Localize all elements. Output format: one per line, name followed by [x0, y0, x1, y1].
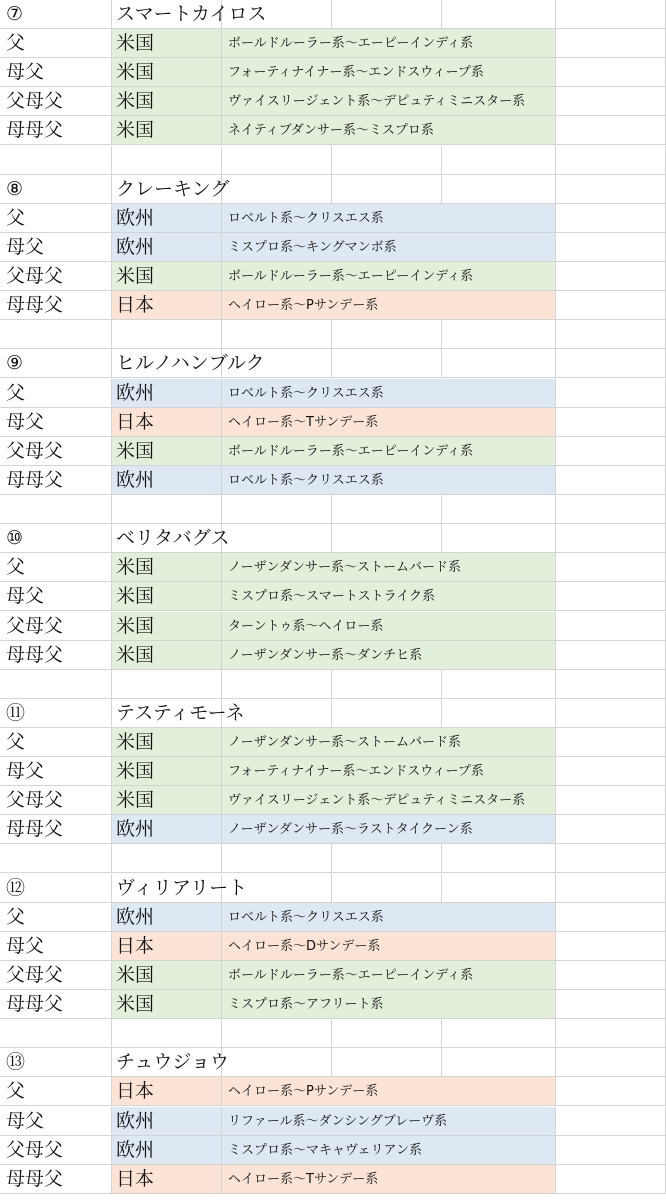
empty-cell[interactable] [556, 437, 666, 466]
pedigree-row [0, 233, 666, 262]
empty-cell[interactable] [332, 495, 442, 524]
empty-cell[interactable] [222, 699, 332, 728]
region-cell[interactable]: 米国 [112, 757, 222, 786]
empty-cell[interactable] [556, 233, 666, 262]
lineage-cell[interactable]: フォーティナイナー系～エンドスウィープ系 [222, 757, 556, 786]
ancestor-label-cell[interactable]: 父 [0, 1077, 112, 1106]
empty-cell[interactable] [556, 1077, 666, 1106]
empty-cell[interactable] [556, 1048, 666, 1077]
horse-header-row [0, 1048, 666, 1077]
lineage-cell[interactable]: ヘイロー系～Tサンデー系 [222, 1165, 556, 1194]
pedigree-row [0, 204, 666, 233]
region-cell[interactable]: 米国 [112, 786, 222, 815]
pedigree-row [0, 961, 666, 990]
empty-cell[interactable] [556, 262, 666, 291]
lineage-cell[interactable]: ノーザンダンサー系～ラストタイクーン系 [222, 815, 556, 844]
empty-cell[interactable] [332, 1019, 442, 1048]
pedigree-row [0, 58, 666, 87]
region-cell[interactable]: 米国 [112, 437, 222, 466]
empty-cell[interactable] [556, 175, 666, 204]
empty-cell[interactable] [442, 495, 556, 524]
lineage-cell[interactable]: リファール系～ダンシングブレーヴ系 [222, 1107, 556, 1136]
empty-cell[interactable] [442, 844, 556, 873]
ancestor-label-cell[interactable]: 父母父 [0, 612, 112, 641]
lineage-cell[interactable]: ヘイロー系～Dサンデー系 [222, 932, 556, 961]
empty-cell[interactable] [556, 58, 666, 87]
region-cell[interactable]: 欧州 [112, 1136, 222, 1165]
region-cell[interactable]: 米国 [112, 990, 222, 1019]
ancestor-label-cell[interactable]: 父母父 [0, 961, 112, 990]
region-cell[interactable]: 米国 [112, 58, 222, 87]
empty-cell[interactable] [222, 349, 332, 378]
region-cell[interactable]: 米国 [112, 612, 222, 641]
ancestor-label-cell[interactable]: 母母父 [0, 466, 112, 495]
empty-cell[interactable] [332, 699, 442, 728]
empty-cell[interactable] [332, 874, 442, 903]
pedigree-row [0, 903, 666, 932]
empty-cell[interactable] [556, 815, 666, 844]
ancestor-label-cell[interactable]: 父 [0, 553, 112, 582]
empty-cell[interactable] [332, 670, 442, 699]
empty-cell[interactable] [556, 524, 666, 553]
empty-cell[interactable] [556, 641, 666, 670]
empty-cell[interactable] [556, 0, 666, 29]
lineage-cell[interactable]: ロベルト系～クリスエス系 [222, 466, 556, 495]
empty-cell[interactable] [442, 524, 556, 553]
empty-cell[interactable] [112, 495, 222, 524]
horse-number-cell[interactable]: ⑦ [0, 0, 112, 29]
pedigree-row [0, 582, 666, 611]
empty-cell[interactable] [556, 728, 666, 757]
horse-number-cell[interactable]: ⑩ [0, 524, 112, 553]
empty-cell[interactable] [442, 349, 556, 378]
empty-cell[interactable] [332, 175, 442, 204]
ancestor-label-cell[interactable]: 母父 [0, 408, 112, 437]
lineage-cell[interactable]: ボールドルーラー系～エーピーインディ系 [222, 29, 556, 58]
empty-cell[interactable] [556, 495, 666, 524]
empty-cell[interactable] [332, 0, 442, 29]
empty-cell[interactable] [0, 146, 112, 175]
ancestor-label-cell[interactable]: 母母父 [0, 291, 112, 320]
empty-cell[interactable] [442, 1048, 556, 1077]
region-cell[interactable]: 米国 [112, 641, 222, 670]
empty-cell[interactable] [442, 146, 556, 175]
empty-cell[interactable] [556, 87, 666, 116]
lineage-cell[interactable]: ミスプロ系～スマートストライク系 [222, 582, 556, 611]
spacer-row [0, 320, 666, 349]
empty-cell[interactable] [0, 495, 112, 524]
lineage-cell[interactable]: ボールドルーラー系～エーピーインディ系 [222, 437, 556, 466]
region-cell[interactable]: 米国 [112, 262, 222, 291]
region-cell[interactable]: 米国 [112, 961, 222, 990]
pedigree-row [0, 757, 666, 786]
ancestor-label-cell[interactable]: 父 [0, 728, 112, 757]
ancestor-label-cell[interactable]: 母父 [0, 233, 112, 262]
empty-cell[interactable] [556, 466, 666, 495]
empty-cell[interactable] [222, 495, 332, 524]
horse-header-row [0, 349, 666, 378]
empty-cell[interactable] [556, 553, 666, 582]
lineage-cell[interactable]: ミスプロ系～キングマンボ系 [222, 233, 556, 262]
empty-cell[interactable] [442, 874, 556, 903]
empty-cell[interactable] [112, 670, 222, 699]
empty-cell[interactable] [332, 524, 442, 553]
pedigree-row [0, 641, 666, 670]
ancestor-label-cell[interactable]: 母父 [0, 1107, 112, 1136]
empty-cell[interactable] [556, 874, 666, 903]
empty-cell[interactable] [556, 582, 666, 611]
region-cell[interactable]: 日本 [112, 932, 222, 961]
pedigree-row [0, 1165, 666, 1194]
ancestor-label-cell[interactable]: 母母父 [0, 116, 112, 145]
empty-cell[interactable] [222, 175, 332, 204]
ancestor-label-cell[interactable]: 父 [0, 204, 112, 233]
ancestor-label-cell[interactable]: 母母父 [0, 815, 112, 844]
pedigree-row [0, 553, 666, 582]
empty-cell[interactable] [442, 699, 556, 728]
ancestor-label-cell[interactable]: 父母父 [0, 786, 112, 815]
pedigree-row [0, 612, 666, 641]
lineage-cell[interactable]: ヘイロー系～Tサンデー系 [222, 408, 556, 437]
spacer-row [0, 844, 666, 873]
horse-number-cell[interactable]: ⑪ [0, 699, 112, 728]
ancestor-label-cell[interactable]: 父母父 [0, 87, 112, 116]
pedigree-row [0, 29, 666, 58]
lineage-cell[interactable]: ロベルト系～クリスエス系 [222, 204, 556, 233]
ancestor-label-cell[interactable]: 母父 [0, 932, 112, 961]
empty-cell[interactable] [112, 320, 222, 349]
empty-cell[interactable] [0, 670, 112, 699]
region-cell[interactable]: 日本 [112, 291, 222, 320]
region-cell[interactable]: 日本 [112, 408, 222, 437]
empty-cell[interactable] [222, 1048, 332, 1077]
region-cell[interactable]: 日本 [112, 1165, 222, 1194]
empty-cell[interactable] [556, 990, 666, 1019]
ancestor-label-cell[interactable]: 母母父 [0, 990, 112, 1019]
region-cell[interactable]: 米国 [112, 553, 222, 582]
empty-cell[interactable] [556, 903, 666, 932]
region-cell[interactable]: 米国 [112, 87, 222, 116]
empty-cell[interactable] [556, 116, 666, 145]
lineage-cell[interactable]: ボールドルーラー系～エーピーインディ系 [222, 262, 556, 291]
empty-cell[interactable] [556, 844, 666, 873]
region-cell[interactable]: 米国 [112, 29, 222, 58]
empty-cell[interactable] [556, 1136, 666, 1165]
empty-cell[interactable] [556, 1107, 666, 1136]
empty-cell[interactable] [222, 320, 332, 349]
pedigree-row [0, 1107, 666, 1136]
empty-cell[interactable] [556, 670, 666, 699]
ancestor-label-cell[interactable]: 母父 [0, 582, 112, 611]
horse-header-row [0, 175, 666, 204]
ancestor-label-cell[interactable]: 父母父 [0, 1136, 112, 1165]
ancestor-label-cell[interactable]: 母母父 [0, 641, 112, 670]
pedigree-row [0, 1077, 666, 1106]
empty-cell[interactable] [332, 349, 442, 378]
empty-cell[interactable] [442, 670, 556, 699]
ancestor-label-cell[interactable]: 父 [0, 29, 112, 58]
empty-cell[interactable] [556, 1019, 666, 1048]
region-cell[interactable]: 米国 [112, 582, 222, 611]
empty-cell[interactable] [556, 757, 666, 786]
region-cell[interactable]: 米国 [112, 728, 222, 757]
lineage-cell[interactable]: ロベルト系～クリスエス系 [222, 379, 556, 408]
region-cell[interactable]: 日本 [112, 1077, 222, 1106]
horse-header-row [0, 699, 666, 728]
horse-name-cell[interactable]: テスティモーネ [112, 699, 222, 728]
empty-cell[interactable] [442, 1019, 556, 1048]
empty-cell[interactable] [556, 204, 666, 233]
empty-cell[interactable] [222, 146, 332, 175]
pedigree-row [0, 262, 666, 291]
empty-cell[interactable] [0, 844, 112, 873]
empty-cell[interactable] [222, 1019, 332, 1048]
spacer-row [0, 146, 666, 175]
ancestor-label-cell[interactable]: 父 [0, 903, 112, 932]
lineage-cell[interactable]: ロベルト系～クリスエス系 [222, 903, 556, 932]
horse-number-cell[interactable]: ⑧ [0, 175, 112, 204]
empty-cell[interactable] [556, 612, 666, 641]
lineage-cell[interactable]: ネイティブダンサー系～ミスプロ系 [222, 116, 556, 145]
pedigree-row [0, 815, 666, 844]
empty-cell[interactable] [112, 146, 222, 175]
pedigree-row [0, 932, 666, 961]
empty-cell[interactable] [556, 699, 666, 728]
empty-cell[interactable] [222, 524, 332, 553]
lineage-cell[interactable]: ノーザンダンサー系～ストームバード系 [222, 728, 556, 757]
empty-cell[interactable] [332, 1048, 442, 1077]
horse-name-cell[interactable]: ヴィリアリート [112, 874, 222, 903]
lineage-cell[interactable]: ヘイロー系～Pサンデー系 [222, 1077, 556, 1106]
empty-cell[interactable] [222, 874, 332, 903]
empty-cell[interactable] [556, 349, 666, 378]
pedigree-row [0, 116, 666, 145]
empty-cell[interactable] [556, 320, 666, 349]
empty-cell[interactable] [332, 320, 442, 349]
empty-cell[interactable] [442, 320, 556, 349]
lineage-cell[interactable]: ノーザンダンサー系～ストームバード系 [222, 553, 556, 582]
empty-cell[interactable] [222, 670, 332, 699]
region-cell[interactable]: 欧州 [112, 903, 222, 932]
lineage-cell[interactable]: ヘイロー系～Pサンデー系 [222, 291, 556, 320]
region-cell[interactable]: 欧州 [112, 379, 222, 408]
lineage-cell[interactable]: ターントゥ系～ヘイロー系 [222, 612, 556, 641]
empty-cell[interactable] [556, 1165, 666, 1194]
horse-name-cell[interactable]: スマートカイロス [112, 0, 222, 29]
empty-cell[interactable] [442, 175, 556, 204]
pedigree-row [0, 466, 666, 495]
horse-header-row [0, 524, 666, 553]
ancestor-label-cell[interactable]: 母母父 [0, 1165, 112, 1194]
empty-cell[interactable] [556, 408, 666, 437]
pedigree-row [0, 437, 666, 466]
lineage-cell[interactable]: ヴァイスリージェント系～デピュティミニスター系 [222, 87, 556, 116]
lineage-cell[interactable]: ヴァイスリージェント系～デピュティミニスター系 [222, 786, 556, 815]
region-cell[interactable]: 欧州 [112, 204, 222, 233]
empty-cell[interactable] [332, 844, 442, 873]
pedigree-row [0, 1136, 666, 1165]
region-cell[interactable]: 欧州 [112, 466, 222, 495]
region-cell[interactable]: 欧州 [112, 815, 222, 844]
empty-cell[interactable] [556, 146, 666, 175]
region-cell[interactable]: 欧州 [112, 1107, 222, 1136]
spacer-row [0, 495, 666, 524]
pedigree-row [0, 990, 666, 1019]
empty-cell[interactable] [556, 291, 666, 320]
ancestor-label-cell[interactable]: 父母父 [0, 262, 112, 291]
empty-cell[interactable] [556, 379, 666, 408]
lineage-cell[interactable]: ノーザンダンサー系～ダンチヒ系 [222, 641, 556, 670]
horse-number-cell[interactable]: ⑫ [0, 874, 112, 903]
empty-cell[interactable] [112, 844, 222, 873]
pedigree-row [0, 728, 666, 757]
lineage-cell[interactable]: ミスプロ系～アフリート系 [222, 990, 556, 1019]
lineage-cell[interactable]: フォーティナイナー系～エンドスウィープ系 [222, 58, 556, 87]
lineage-cell[interactable]: ボールドルーラー系～エーピーインディ系 [222, 961, 556, 990]
empty-cell[interactable] [222, 844, 332, 873]
empty-cell[interactable] [556, 786, 666, 815]
empty-cell[interactable] [556, 932, 666, 961]
empty-cell[interactable] [112, 1019, 222, 1048]
spacer-row [0, 670, 666, 699]
horse-number-cell[interactable]: ⑨ [0, 349, 112, 378]
empty-cell[interactable] [556, 29, 666, 58]
region-cell[interactable]: 米国 [112, 116, 222, 145]
region-cell[interactable]: 欧州 [112, 233, 222, 262]
empty-cell[interactable] [442, 0, 556, 29]
pedigree-row [0, 786, 666, 815]
horse-name-cell[interactable]: チュウジョウ [112, 1048, 222, 1077]
pedigree-row [0, 291, 666, 320]
ancestor-label-cell[interactable]: 父 [0, 379, 112, 408]
horse-header-row [0, 0, 666, 29]
ancestor-label-cell[interactable]: 父母父 [0, 437, 112, 466]
empty-cell[interactable] [556, 961, 666, 990]
horse-name-cell[interactable]: クレーキング [112, 175, 222, 204]
empty-cell[interactable] [0, 320, 112, 349]
pedigree-row [0, 379, 666, 408]
horse-number-cell[interactable]: ⑬ [0, 1048, 112, 1077]
pedigree-row [0, 408, 666, 437]
pedigree-row [0, 87, 666, 116]
empty-cell[interactable] [222, 0, 332, 29]
lineage-cell[interactable]: ミスプロ系～マキャヴェリアン系 [222, 1136, 556, 1165]
horse-name-cell[interactable]: ヒルノハンブルク [112, 349, 222, 378]
ancestor-label-cell[interactable]: 母父 [0, 58, 112, 87]
empty-cell[interactable] [0, 1019, 112, 1048]
spacer-row [0, 1019, 666, 1048]
horse-header-row [0, 874, 666, 903]
horse-name-cell[interactable]: ベリタバグス [112, 524, 222, 553]
ancestor-label-cell[interactable]: 母父 [0, 757, 112, 786]
empty-cell[interactable] [332, 146, 442, 175]
